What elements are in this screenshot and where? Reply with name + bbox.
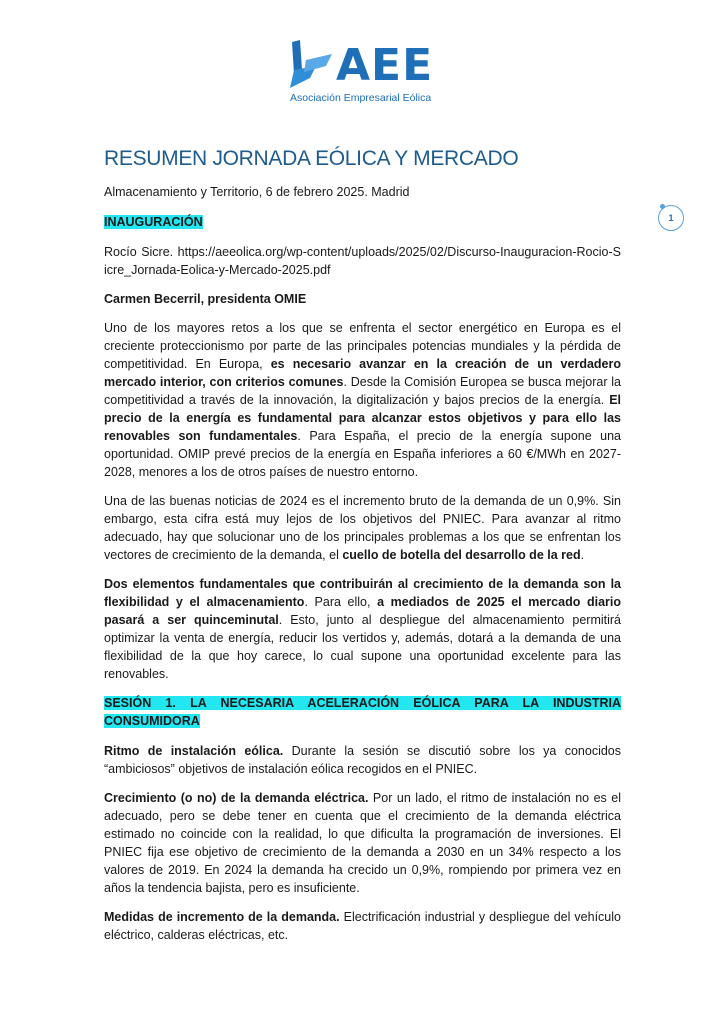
text-run: . Esto, junto al despliegue del almacenamiento permitirá optimizar la venta de energía, reducir los vertidos y, además, dotará a la demanda de una flexibilidad de la que hoy carece, lo cual supone una oportunidad excelente para las renovables. [104,613,621,681]
badge-dot [660,204,665,209]
text-run: . Para España, el precio de la energía supone una oportunidad. OMIP prevé precios de la energía en España inferiores a 60 €/MWh en 2027-2028, menores a los de otros países de nuestro entorno. [104,429,621,479]
speaker-line-link[interactable]: Rocío Sicre. https://aeeolica.org/wp-content/uploads/2025/02/Discurso-Inauguracion-Rocio-Sicre_Jornada-Eolica-y-Mercado-2025.pdf [104,245,621,277]
speaker-name-text: Carmen Becerril, presidenta OMIE [104,292,307,306]
bold-run: Medidas de incremento de la demanda. [104,910,340,924]
bold-run: es necesario avanzar en la creación de un verdadero mercado interior, con criterios comunes [104,357,621,389]
page-number: 1 [668,213,674,223]
bold-run: Dos elementos fundamentales que contribuirán al crecimiento de la demanda son la flexibilidad y el almacenamiento [104,577,621,609]
text-run: . [580,548,585,562]
paragraph [104,908,621,944]
bold-run: El precio de la energía es fundamental para alcanzar estos objetivos y para ello las renovables son fundamentales [104,393,621,443]
section-heading-text: SESIÓN 1. LA NECESARIA ACELERACIÓN EÓLICA PARA LA INDUSTRIA CONSUMIDORA [104,696,621,728]
paragraph [104,742,621,778]
text-run: Electrificación industrial y despliegue del vehículo eléctrico, calderas eléctricas, etc. [104,910,621,942]
section-heading-text: INAUGURACIÓN [104,215,203,229]
text-run: . Para ello, [304,595,378,609]
aee-logo [286,40,456,110]
logo-subtitle: Asociación Empresarial Eólica [290,92,432,104]
paragraph [104,492,621,564]
page-number-badge [658,205,684,231]
text-run: Durante la sesión se discutió sobre los ya conocidos “ambiciosos” objetivos de instalación eólica recogidos en el PNIEC. [104,744,621,776]
text-run: . Desde la Comisión Europea se busca mejorar la competitividad a través de la innovación, la digitalización y bajos precios de la energía. [104,375,621,407]
text-run: Por un lado, el ritmo de instalación no es el adecuado, pero se debe tener en cuenta que el crecimiento de la demanda eléctrica estimado no coincide con la realidad, lo que dificulta la programación de inversiones. El PNIEC fija ese objetivo de crecimiento de la demanda a 2030 en un 34% respecto a los valores de 2019. En 2024 la demanda ha crecido un 0,9%, rompiendo por primera vez en años la tendencia bajista, pero es insuficiente. [104,791,622,895]
bold-run: cuello de botella del desarrollo de la red [342,548,581,562]
text-run: Uno de los mayores retos a los que se enfrenta el sector energético en Europa es el creciente proteccionismo por parte de las principales potencias mundiales y la pérdida de competitividad. En Europa, [104,321,621,371]
paragraph [104,789,621,897]
document-title: RESUMEN JORNADA EÓLICA Y MERCADO [104,147,519,170]
section-heading-sesion1 [104,694,621,730]
paragraph [104,575,621,683]
document-subtitle: Almacenamiento y Territorio, 6 de febrero 2025. Madrid [104,185,410,199]
bold-run: Crecimiento (o no) de la demanda eléctrica. [104,791,369,805]
section-heading-inauguracion [104,213,621,231]
text-run: Una de las buenas noticias de 2024 es el incremento bruto de la demanda de un 0,9%. Sin embargo, esta cifra está muy lejos de los objetivos del PNIEC. Para avanzar al ritmo adecuado, hay que solucionar uno de los principales problemas a los que se enfrentan los vectores de crecimiento de la demanda, el [104,494,621,562]
speaker-name [104,290,621,308]
logo-brand: AEE [336,40,434,91]
bold-run: a mediados de 2025 el mercado diario pasará a ser quinceminutal [104,595,621,627]
paragraph [104,319,621,481]
bold-run: Ritmo de instalación eólica. [104,744,284,758]
document-body [104,145,621,955]
